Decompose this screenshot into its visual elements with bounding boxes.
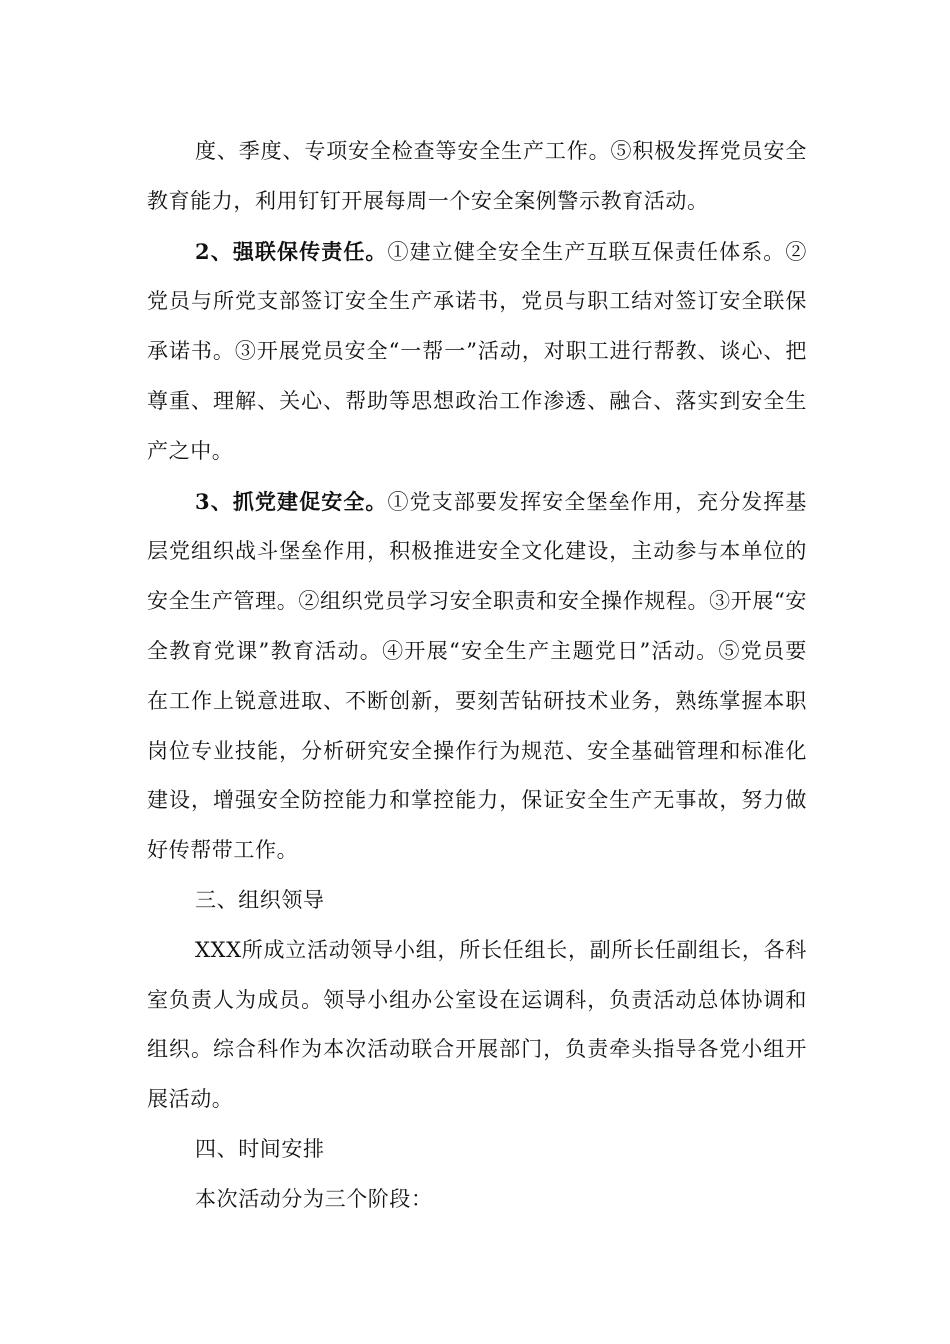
section-heading-schedule: 四、时间安排 <box>195 1136 325 1161</box>
paragraph-joint-responsibility <box>147 227 807 477</box>
paragraph-schedule-intro: 本次活动分为三个阶段： <box>195 1186 433 1211</box>
paragraph-party-building <box>147 477 807 876</box>
paragraph-text: ①党支部要发挥安全堡垒作用，充分发挥基层党组织战斗堡垒作用，积极推进安全文化建设，主动参与本单位的安全生产管理。②组织党员学习安全职责和安全操作规程。③开展“安全教育党课”教育活动。④开展“安全生产主题党日”活动。⑤党员要在工作上锐意进取、不断创新，要刻苦钻研技术业务，熟练掌握本职岗位专业技能，分析研究安全操作行为规范、安全基础管理和标准化建设，增强安全防控能力和掌控能力，保证安全生产无事故，努力做好传帮带工作。 <box>147 489 807 863</box>
paragraph-safety-education <box>147 127 807 227</box>
paragraph-lead-heading: 3、抓党建促安全。 <box>195 488 388 514</box>
section-heading-leadership: 三、组织领导 <box>195 887 325 912</box>
paragraph-lead-heading: 2、强联保传责任。 <box>195 238 388 264</box>
paragraph-text: ①建立健全安全生产互联互保责任体系。②党员与所党支部签订安全生产承诺书，党员与职工结对签订安全联保承诺书。③开展党员安全“一帮一”活动，对职工进行帮教、谈心、把尊重、理解、关心、帮助等思想政治工作渗透、融合、落实到安全生产之中。 <box>147 239 807 463</box>
paragraph-leadership-group: XXX所成立活动领导小组，所长任组长，副所长任副组长，各科室负责人为成员。领导小组办公室设在运调科，负责活动总体协调和组织。综合科作为本次活动联合开展部门，负责牵头指导各党小组开展活动。 <box>147 937 807 1112</box>
document-body <box>147 127 807 1225</box>
paragraph-text: 度、季度、专项安全检查等安全生产工作。⑤积极发挥党员安全教育能力，利用钉钉开展每周一个安全案例警示教育活动。 <box>147 139 807 213</box>
